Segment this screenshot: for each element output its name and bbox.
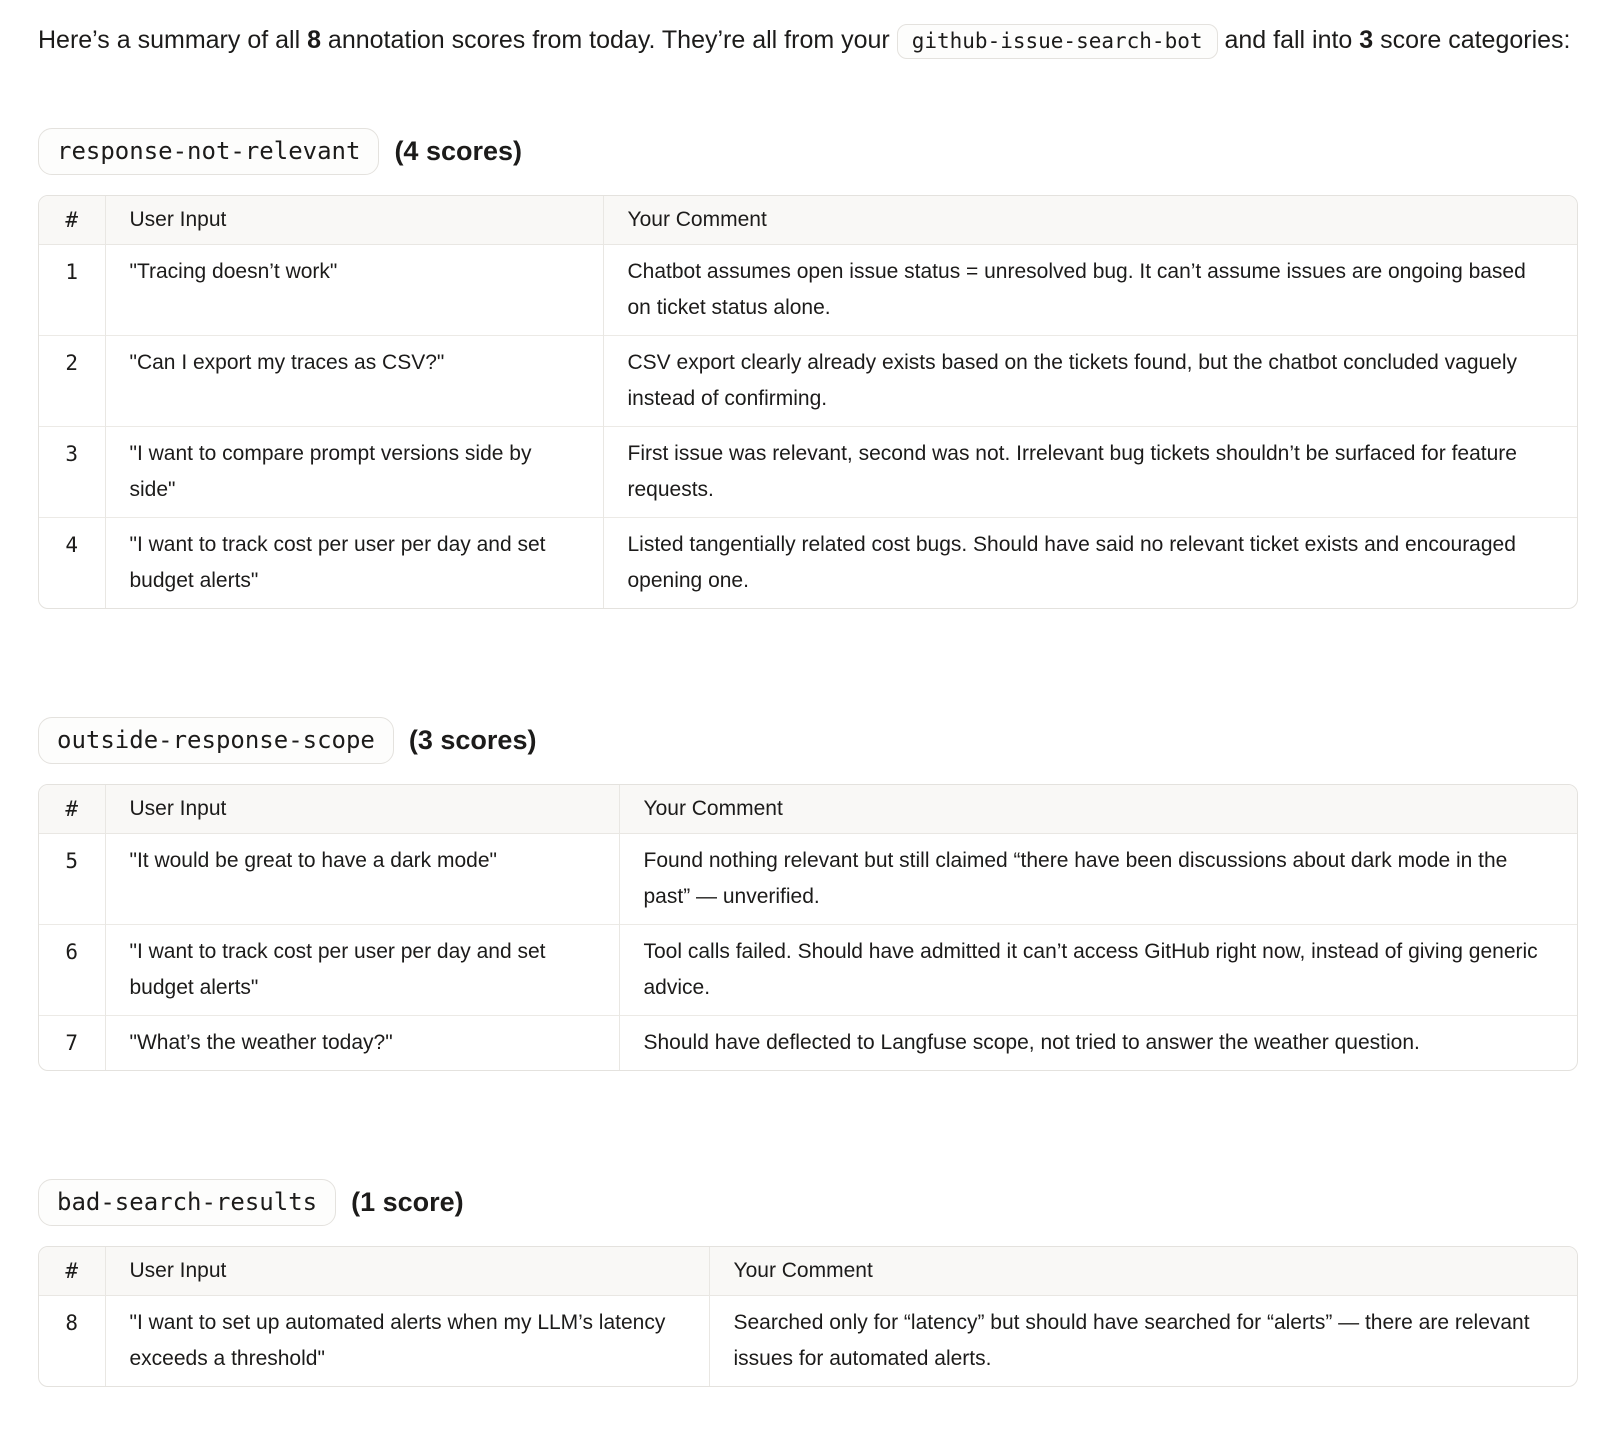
comment-cell: First issue was relevant, second was not. Irrelevant bug tickets shouldn’t be surfaced for feature requests.	[603, 427, 1577, 518]
scores-table-container	[38, 1246, 1578, 1387]
scores-table-container	[38, 784, 1578, 1071]
row-number: 1	[39, 245, 105, 336]
table-row	[39, 1296, 1577, 1387]
category-score-count: (1 score)	[351, 1187, 464, 1217]
score-total-count: 8	[307, 26, 321, 54]
section-heading	[38, 1179, 1578, 1226]
section-outside-response-scope	[38, 717, 1578, 1071]
table-row	[39, 427, 1577, 518]
section-bad-search-results	[38, 1179, 1578, 1387]
user-input-cell: "It would be great to have a dark mode"	[105, 834, 619, 925]
category-tag-pill: bad-search-results	[38, 1179, 336, 1226]
comment-cell: Tool calls failed. Should have admitted it can’t access GitHub right now, instead of giving generic advice.	[619, 925, 1577, 1016]
category-total-count: 3	[1359, 26, 1374, 54]
column-header-your-comment: Your Comment	[603, 196, 1577, 245]
intro-text-2: annotation scores from today. They’re all from your	[320, 26, 897, 54]
category-tag-pill: outside-response-scope	[38, 717, 394, 764]
user-input-cell: "I want to track cost per user per day and set budget alerts"	[105, 518, 603, 609]
category-score-count: (4 scores)	[394, 136, 523, 166]
comment-cell: CSV export clearly already exists based on the tickets found, but the chatbot concluded vaguely instead of confirming.	[603, 336, 1577, 427]
section-response-not-relevant	[38, 128, 1578, 609]
section-heading	[38, 717, 1578, 764]
table-header-row	[39, 785, 1577, 834]
column-header-number: #	[39, 196, 105, 245]
comment-cell: Listed tangentially related cost bugs. Should have said no relevant ticket exists and encouraged opening one.	[603, 518, 1577, 609]
row-number: 6	[39, 925, 105, 1016]
category-score-count: (3 scores)	[408, 725, 537, 755]
table-row	[39, 336, 1577, 427]
column-header-your-comment: Your Comment	[709, 1247, 1577, 1296]
row-number: 2	[39, 336, 105, 427]
scores-table	[39, 196, 1577, 608]
user-input-cell: "Can I export my traces as CSV?"	[105, 336, 603, 427]
table-row	[39, 1016, 1577, 1071]
row-number: 3	[39, 427, 105, 518]
scores-table	[39, 1247, 1577, 1386]
intro-text-3: and fall into	[1217, 26, 1360, 54]
scores-table	[39, 785, 1577, 1070]
user-input-cell: "I want to set up automated alerts when my LLM’s latency exceeds a threshold"	[105, 1296, 709, 1387]
row-number: 5	[39, 834, 105, 925]
comment-cell: Should have deflected to Langfuse scope, not tried to answer the weather question.	[619, 1016, 1577, 1071]
column-header-user-input: User Input	[105, 1247, 709, 1296]
comment-cell: Searched only for “latency” but should have searched for “alerts” — there are relevant issues for automated alerts.	[733, 1311, 1530, 1370]
comment-cell: Found nothing relevant but still claimed “there have been discussions about dark mode in the past” — unverified.	[643, 849, 1508, 908]
user-input-cell: "I want to track cost per user per day and set budget alerts"	[105, 925, 619, 1016]
row-number: 7	[39, 1016, 105, 1071]
column-header-number: #	[39, 1247, 105, 1296]
table-header-row	[39, 1247, 1577, 1296]
table-row	[39, 518, 1577, 609]
user-input-cell: "Tracing doesn’t work"	[105, 245, 603, 336]
intro-paragraph	[38, 16, 1578, 66]
row-number: 4	[39, 518, 105, 609]
scores-table-container	[38, 195, 1578, 609]
bot-name-code-chip: github-issue-search-bot	[897, 24, 1218, 59]
column-header-number: #	[39, 785, 105, 834]
category-tag-pill: response-not-relevant	[38, 128, 379, 175]
column-header-user-input: User Input	[105, 785, 619, 834]
row-number: 8	[39, 1296, 105, 1387]
intro-text-1: Here’s a summary of all	[38, 26, 308, 54]
user-input-cell: "I want to compare prompt versions side by side"	[105, 427, 603, 518]
column-header-user-input: User Input	[105, 196, 603, 245]
intro-text-4: score categories:	[1373, 26, 1571, 54]
column-header-your-comment: Your Comment	[619, 785, 1577, 834]
table-row	[39, 834, 1577, 925]
table-row	[39, 925, 1577, 1016]
section-heading	[38, 128, 1578, 175]
table-row	[39, 245, 1577, 336]
table-header-row	[39, 196, 1577, 245]
comment-cell: Chatbot assumes open issue status = unresolved bug. It can’t assume issues are ongoing based on ticket status alone.	[627, 260, 1526, 319]
user-input-cell: "What’s the weather today?"	[105, 1016, 619, 1071]
